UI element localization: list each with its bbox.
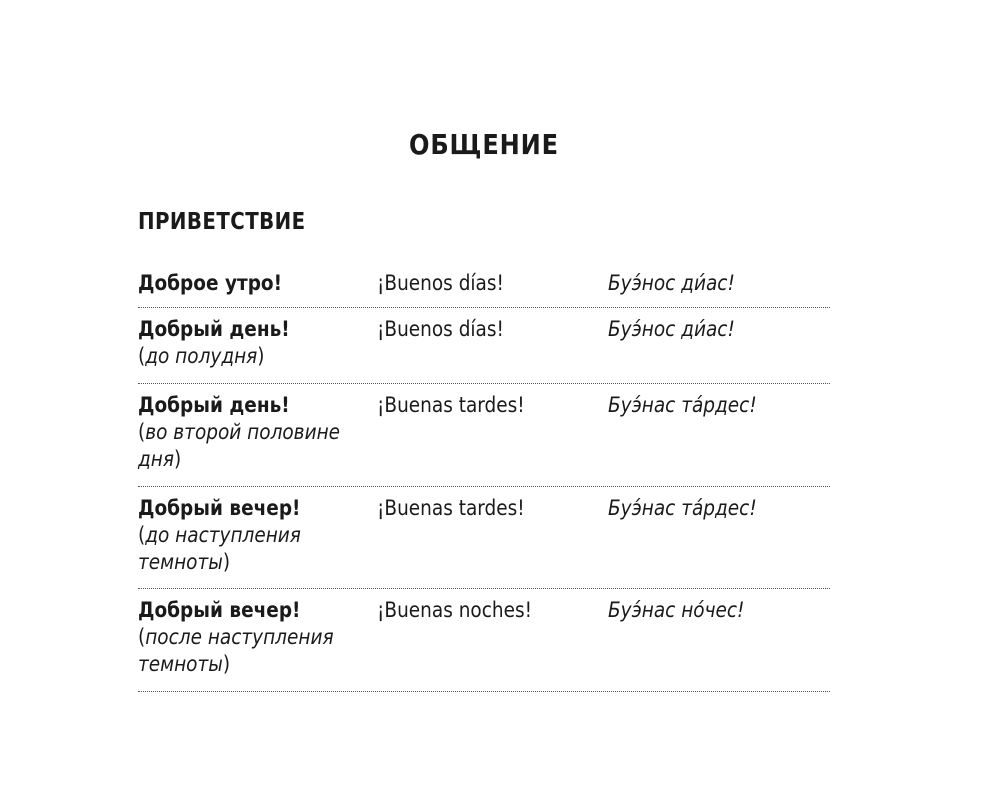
spanish-cell xyxy=(377,316,521,343)
phrase-row xyxy=(138,589,830,692)
spanish-phrase: ¡Buenas tardes! xyxy=(377,393,525,417)
transcription: Буэ́нас но́чес! xyxy=(608,598,745,622)
phrase-row xyxy=(138,268,830,308)
russian-cell xyxy=(138,597,368,678)
russian-phrase: Добрый вечер! xyxy=(138,496,301,520)
transcription-cell xyxy=(608,316,752,343)
usage-note-continued: темноты) xyxy=(138,550,231,574)
spanish-phrase: ¡Buenos días! xyxy=(377,271,504,295)
phrase-row xyxy=(138,384,830,487)
transcription: Буэ́нос ди́ас! xyxy=(608,271,735,295)
transcription: Буэ́нас та́рдес! xyxy=(608,496,757,520)
transcription-cell xyxy=(608,270,752,297)
russian-phrase: Добрый день! xyxy=(138,317,290,341)
russian-phrase: Добрый день! xyxy=(138,393,290,417)
russian-phrase: Добрый вечер! xyxy=(138,598,301,622)
usage-note-text: темноты xyxy=(138,652,223,676)
russian-cell xyxy=(138,270,368,297)
usage-note-text: до наступления xyxy=(145,523,301,547)
phrase-row xyxy=(138,308,830,384)
transcription-cell xyxy=(608,392,777,419)
russian-cell xyxy=(138,392,368,473)
russian-cell xyxy=(138,316,368,370)
russian-phrase: Доброе утро! xyxy=(138,271,283,295)
usage-note: (до наступления xyxy=(138,523,301,547)
spanish-cell xyxy=(377,270,521,297)
spanish-cell xyxy=(377,495,545,522)
spanish-cell xyxy=(377,392,545,419)
russian-cell xyxy=(138,495,368,576)
spanish-phrase: ¡Buenos días! xyxy=(377,317,504,341)
chapter-title: ОБЩЕНИЕ xyxy=(409,128,559,161)
spanish-phrase: ¡Buenas tardes! xyxy=(377,496,525,520)
transcription-cell xyxy=(608,495,777,522)
usage-note: (во второй половине xyxy=(138,420,341,444)
usage-note: (после наступления xyxy=(138,625,334,649)
usage-note-text: после наступления xyxy=(145,625,334,649)
usage-note: (до полудня) xyxy=(138,344,265,368)
usage-note-text: до полудня xyxy=(145,344,258,368)
usage-note-continued: дня) xyxy=(138,447,182,471)
usage-note-text: дня xyxy=(138,447,174,471)
phrase-table xyxy=(138,268,830,692)
section-title: ПРИВЕТСТВИЕ xyxy=(138,209,306,235)
phrase-row xyxy=(138,487,830,589)
transcription-cell xyxy=(608,597,763,624)
usage-note-text: темноты xyxy=(138,550,223,574)
spanish-cell xyxy=(377,597,553,624)
usage-note-text: во второй половине xyxy=(145,420,341,444)
usage-note-continued: темноты) xyxy=(138,652,231,676)
transcription: Буэ́нас та́рдес! xyxy=(608,393,757,417)
spanish-phrase: ¡Buenas noches! xyxy=(377,598,533,622)
transcription: Буэ́нос ди́ас! xyxy=(608,317,735,341)
